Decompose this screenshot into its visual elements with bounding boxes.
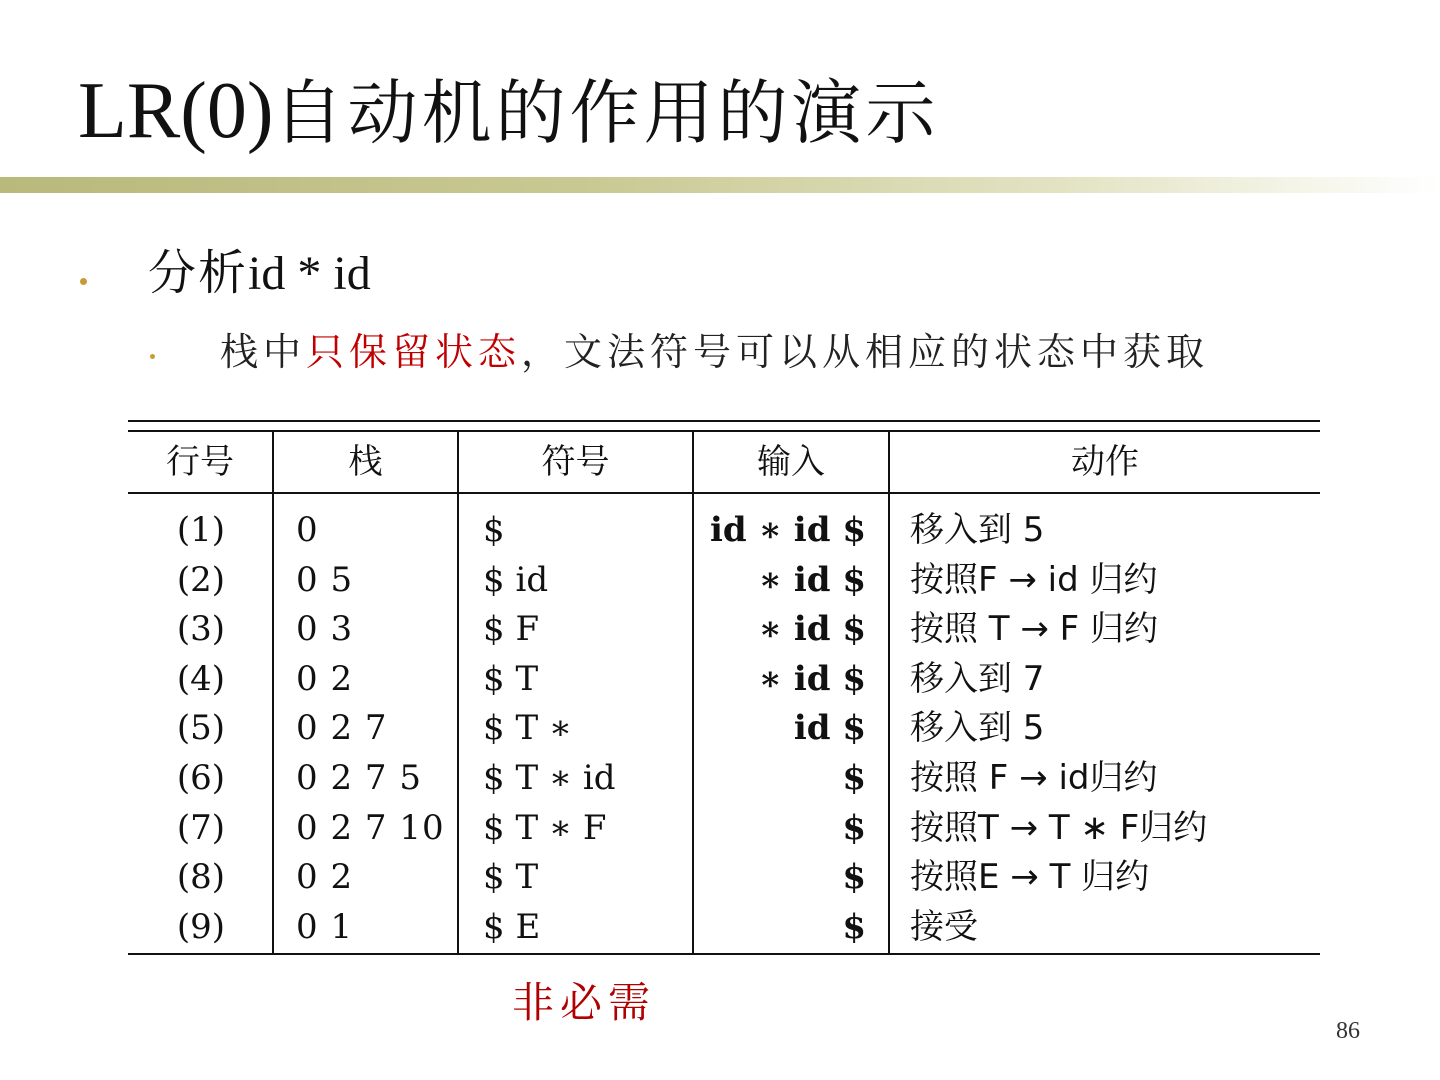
row-symbols: $ E — [483, 906, 541, 947]
row-line-number: (9) — [176, 906, 226, 947]
row-line-number: (1) — [176, 510, 226, 550]
row-input: ∗ id $ — [758, 559, 866, 600]
row-action: 接受 — [910, 906, 978, 947]
bullet-1-en: id * id — [248, 247, 371, 300]
row-stack: 0 5 — [296, 559, 354, 600]
row-line-number: (5) — [176, 708, 226, 749]
row-input: ∗ id $ — [758, 609, 866, 650]
row-stack: 0 2 — [296, 857, 354, 898]
header-symbols: 符号 — [541, 442, 610, 482]
bullet-1-zh: 分析 — [148, 245, 249, 301]
row-input: $ — [842, 906, 866, 947]
note-not-required: 非必需 — [512, 978, 657, 1027]
slide-title-zh: 自动机的作用的演示 — [273, 72, 940, 154]
row-action: 按照F → id 归约 — [910, 559, 1158, 600]
header-stack: 栈 — [348, 442, 383, 482]
table-top-rule — [128, 420, 1320, 422]
row-symbols: $ — [483, 510, 505, 550]
header-input: 输入 — [757, 442, 825, 482]
row-stack: 0 3 — [296, 609, 354, 650]
table-bottom-rule — [128, 953, 1320, 955]
row-stack: 0 1 — [296, 906, 354, 947]
bullet-dot-icon — [80, 278, 87, 285]
row-input: ∗ id $ — [758, 658, 866, 699]
bullet-2-post: ，文法符号可以从相应的状态中获取 — [521, 330, 1210, 374]
row-symbols: $ T — [483, 857, 539, 898]
parse-table — [128, 420, 1320, 958]
row-line-number: (7) — [176, 807, 226, 848]
sub-bullet-dot-icon — [150, 354, 155, 359]
row-action: 移入到 7 — [910, 658, 1045, 699]
row-stack: 0 2 7 10 — [296, 807, 445, 848]
row-input: $ — [842, 857, 866, 898]
row-stack: 0 2 — [296, 658, 354, 699]
slide-title-en: LR(0) — [78, 67, 274, 155]
page-number: 86 — [1336, 1018, 1360, 1044]
row-input: $ — [842, 807, 866, 848]
title-underline-bar — [0, 177, 1440, 193]
header-line-number: 行号 — [166, 442, 234, 482]
slide-title — [78, 62, 940, 161]
bullet-2-pre: 栈中 — [220, 330, 307, 374]
row-symbols: $ T ∗ — [483, 708, 573, 749]
row-action: 按照E → T 归约 — [910, 857, 1150, 898]
row-symbols: $ F — [483, 609, 540, 650]
bullet-2 — [220, 322, 1209, 382]
row-symbols: $ T ∗ id — [483, 758, 616, 798]
row-symbols: $ T — [483, 658, 539, 699]
row-action: 按照T → T ∗ F归约 — [910, 807, 1208, 848]
header-action: 动作 — [1071, 442, 1139, 482]
row-action: 按照 T → F 归约 — [910, 609, 1159, 650]
row-action: 按照 F → id归约 — [910, 758, 1158, 798]
row-input: $ — [842, 758, 866, 798]
row-symbols: $ id — [483, 559, 549, 600]
row-symbols: $ T ∗ F — [483, 807, 607, 848]
table-header-rule — [128, 492, 1320, 494]
row-action: 移入到 5 — [910, 510, 1045, 550]
row-line-number: (8) — [176, 857, 226, 898]
row-action: 移入到 5 — [910, 708, 1045, 749]
row-line-number: (6) — [176, 758, 226, 798]
row-input: id $ — [793, 708, 866, 749]
column-divider — [457, 432, 459, 953]
row-stack: 0 — [296, 510, 319, 550]
row-line-number: (2) — [176, 559, 226, 600]
row-stack: 0 2 7 5 — [296, 758, 422, 798]
bullet-2-highlight: 只保留状态 — [306, 330, 522, 374]
row-line-number: (4) — [176, 658, 226, 699]
row-stack: 0 2 7 — [296, 708, 388, 749]
column-divider — [888, 432, 890, 953]
bullet-1 — [148, 240, 371, 307]
row-line-number: (3) — [176, 609, 226, 650]
row-input: id ∗ id $ — [709, 510, 866, 550]
